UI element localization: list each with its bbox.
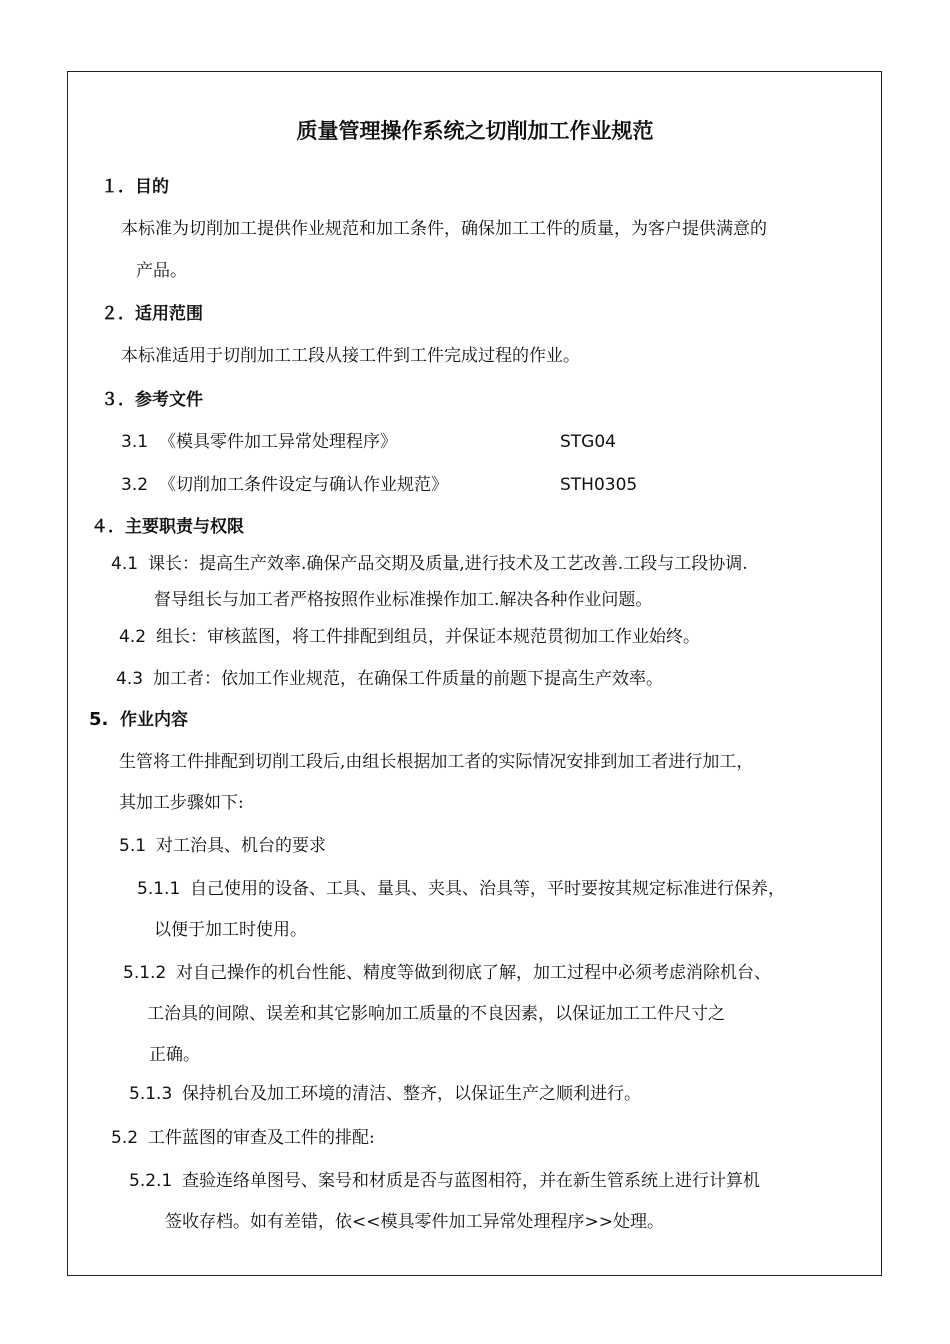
reference-1-name: 《模具零件加工异常处理程序》 <box>159 432 397 452</box>
item-5-2-1-number: 5.2.1 <box>129 1171 173 1191</box>
section-5-heading-text: 作业内容 <box>120 710 188 730</box>
item-5-2-text: 工件蓝图的审查及工件的排配: <box>148 1128 375 1148</box>
section-3-heading: ３．参考文件 <box>101 390 203 410</box>
item-5-1-2-line-3: 正确。 <box>149 1045 200 1065</box>
section-5-intro-line-2: 其加工步骤如下: <box>119 793 244 813</box>
item-5-2-number: 5.2 <box>111 1128 139 1148</box>
reference-1-number: 3.1 <box>121 432 149 452</box>
item-5-1-2-number: 5.1.2 <box>123 963 167 983</box>
item-5-1-2-line-1: 对自己操作的机台性能、精度等做到彻底了解，加工过程中必须考虑消除机台、 <box>176 963 771 983</box>
section-2-text: 本标准适用于切削加工工段从接工件到工件完成过程的作业。 <box>121 346 580 366</box>
reference-2-number: 3.2 <box>121 475 149 495</box>
item-5-1-1-number: 5.1.1 <box>137 879 181 899</box>
item-4-1-line-1: 课长：提高生产效率.确保产品交期及质量,进行技术及工艺改善.工段与工段协调. <box>148 554 748 574</box>
item-4-2-number: 4.2 <box>119 627 147 647</box>
section-1-heading: １．目的 <box>101 177 169 197</box>
item-4-1-line-2: 督导组长与加工者严格按照作业标准操作加工.解决各种作业问题。 <box>154 590 653 610</box>
section-2-heading: ２．适用范围 <box>101 304 203 324</box>
section-1-text-line-2: 产品。 <box>136 261 187 281</box>
item-5-2-1-line-2: 签收存档。如有差错，依<<模具零件加工异常处理程序>>处理。 <box>165 1212 664 1232</box>
section-5-intro-line-1: 生管将工件排配到切削工段后,由组长根据加工者的实际情况安排到加工者进行加工， <box>119 752 754 772</box>
item-5-2-1-line-1: 查验连络单图号、案号和材质是否与蓝图相符，并在新生管系统上进行计算机 <box>182 1171 760 1191</box>
item-5-1-1-line-2: 以便于加工时使用。 <box>154 920 307 940</box>
item-4-1-number: 4.1 <box>111 554 139 574</box>
reference-1-code: STG04 <box>560 432 616 452</box>
item-5-1-3-number: 5.1.3 <box>129 1084 173 1104</box>
item-5-1-2-line-2: 工治具的间隙、误差和其它影响加工质量的不良因素，以保证加工工件尺寸之 <box>147 1004 725 1024</box>
reference-2-code: STH0305 <box>560 475 638 495</box>
item-4-3-number: 4.3 <box>116 669 144 689</box>
item-4-3-text: 加工者：依加工作业规范，在确保工件质量的前题下提高生产效率。 <box>153 669 663 689</box>
item-5-1-3-text: 保持机台及加工环境的清洁、整齐，以保证生产之顺利进行。 <box>182 1084 641 1104</box>
item-4-2-text: 组长：审核蓝图，将工件排配到组员，并保证本规范贯彻加工作业始终。 <box>156 627 700 647</box>
item-5-1-1-line-1: 自己使用的设备、工具、量具、夹具、治具等，平时要按其规定标准进行保养， <box>190 879 785 899</box>
section-4-heading: ４．主要职责与权限 <box>91 517 244 537</box>
section-1-text-line-1: 本标准为切削加工提供作业规范和加工条件，确保加工工件的质量，为客户提供满意的 <box>121 219 767 239</box>
reference-2-name: 《切削加工条件设定与确认作业规范》 <box>159 475 448 495</box>
document-title: 质量管理操作系统之切削加工作业规范 <box>296 119 654 143</box>
item-5-1-text: 对工治具、机台的要求 <box>156 836 326 856</box>
section-5-heading-number: 5. <box>89 709 109 730</box>
item-5-1-number: 5.1 <box>119 836 147 856</box>
